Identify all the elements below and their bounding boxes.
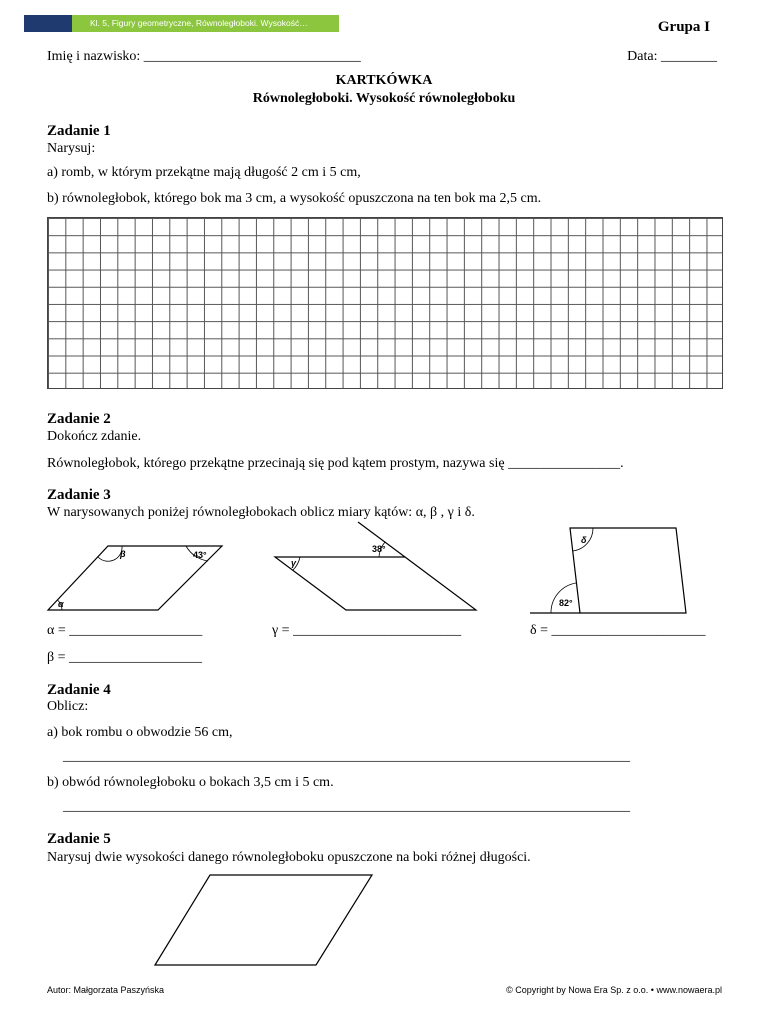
- answer-alpha[interactable]: α = ___________________: [47, 623, 203, 638]
- task2-title: Zadanie 2: [47, 411, 111, 427]
- drawing-grid[interactable]: [47, 217, 723, 389]
- page-title: KARTKÓWKA: [335, 73, 433, 88]
- task3-intro: W narysowanych poniżej równoległobokach oblicz miary kątów: α, β , γ i δ.: [47, 505, 475, 520]
- label-delta: δ: [581, 535, 587, 545]
- parallelogram-figure-1: [40, 540, 230, 615]
- task5-intro: Narysuj dwie wysokości danego równoległoboku opuszczone na boki różnej długości.: [47, 850, 531, 865]
- name-field-label: Imię i nazwisko: _______________________________: [47, 49, 361, 64]
- task4-title: Zadanie 4: [47, 682, 111, 698]
- parallelogram-figure-3: [530, 525, 692, 617]
- parallelogram-figure-2: [270, 522, 485, 614]
- task4-answer-line-a[interactable]: _________________________________________________________________________________: [63, 749, 630, 764]
- label-alpha: α: [58, 599, 64, 609]
- task1-intro: Narysuj:: [47, 141, 96, 156]
- group-label: Grupa I: [657, 19, 710, 35]
- date-field-label: Data: ________: [627, 49, 717, 64]
- task4-intro: Oblicz:: [47, 699, 89, 714]
- task5-title: Zadanie 5: [47, 831, 111, 847]
- label-43: 43°: [193, 550, 207, 560]
- task4-item-b: b) obwód równoległoboku o bokach 3,5 cm i 5 cm.: [47, 775, 334, 790]
- task1-item-a: a) romb, w którym przekątne mają długość 2 cm i 5 cm,: [47, 165, 361, 180]
- task4-item-a: a) bok rombu o obwodzie 56 cm,: [47, 725, 233, 740]
- header-band-text: Kl. 5, Figury geometryczne, Równoległoboki. Wysokość…: [72, 15, 339, 32]
- label-gamma: γ: [291, 558, 297, 568]
- footer-author: Autor: Małgorzata Paszyńska: [47, 985, 165, 995]
- task2-sentence: Równoległobok, którego przekątne przecinają się pod kątem prostym, nazywa się ________________.: [47, 456, 624, 471]
- header-band: [24, 15, 339, 32]
- parallelogram-2-outline: [275, 557, 476, 610]
- answer-beta[interactable]: β = ___________________: [47, 650, 203, 665]
- answer-delta[interactable]: δ = ______________________: [530, 623, 706, 638]
- parallelogram-5-outline: [155, 875, 372, 965]
- task4-answer-line-b[interactable]: _________________________________________________________________________________: [63, 799, 630, 814]
- label-38: 38°: [372, 544, 386, 554]
- parallelogram-3-outline: [570, 528, 686, 613]
- task3-title: Zadanie 3: [47, 487, 111, 503]
- task2-intro: Dokończ zdanie.: [47, 429, 142, 444]
- page-subtitle: Równoległoboki. Wysokość równoległoboku: [252, 91, 516, 106]
- label-82: 82°: [559, 598, 573, 608]
- answer-gamma[interactable]: γ = ________________________: [272, 623, 462, 638]
- task1-title: Zadanie 1: [47, 123, 111, 139]
- header-band-navy: [24, 15, 72, 32]
- parallelogram-figure-5: [150, 872, 380, 969]
- label-beta: β: [120, 549, 126, 559]
- task1-item-b: b) równoległobok, którego bok ma 3 cm, a wysokość opuszczona na ten bok ma 2,5 cm.: [47, 191, 542, 206]
- footer-copyright: © Copyright by Nowa Era Sp. z o.o. • www.nowaera.pl: [506, 985, 722, 995]
